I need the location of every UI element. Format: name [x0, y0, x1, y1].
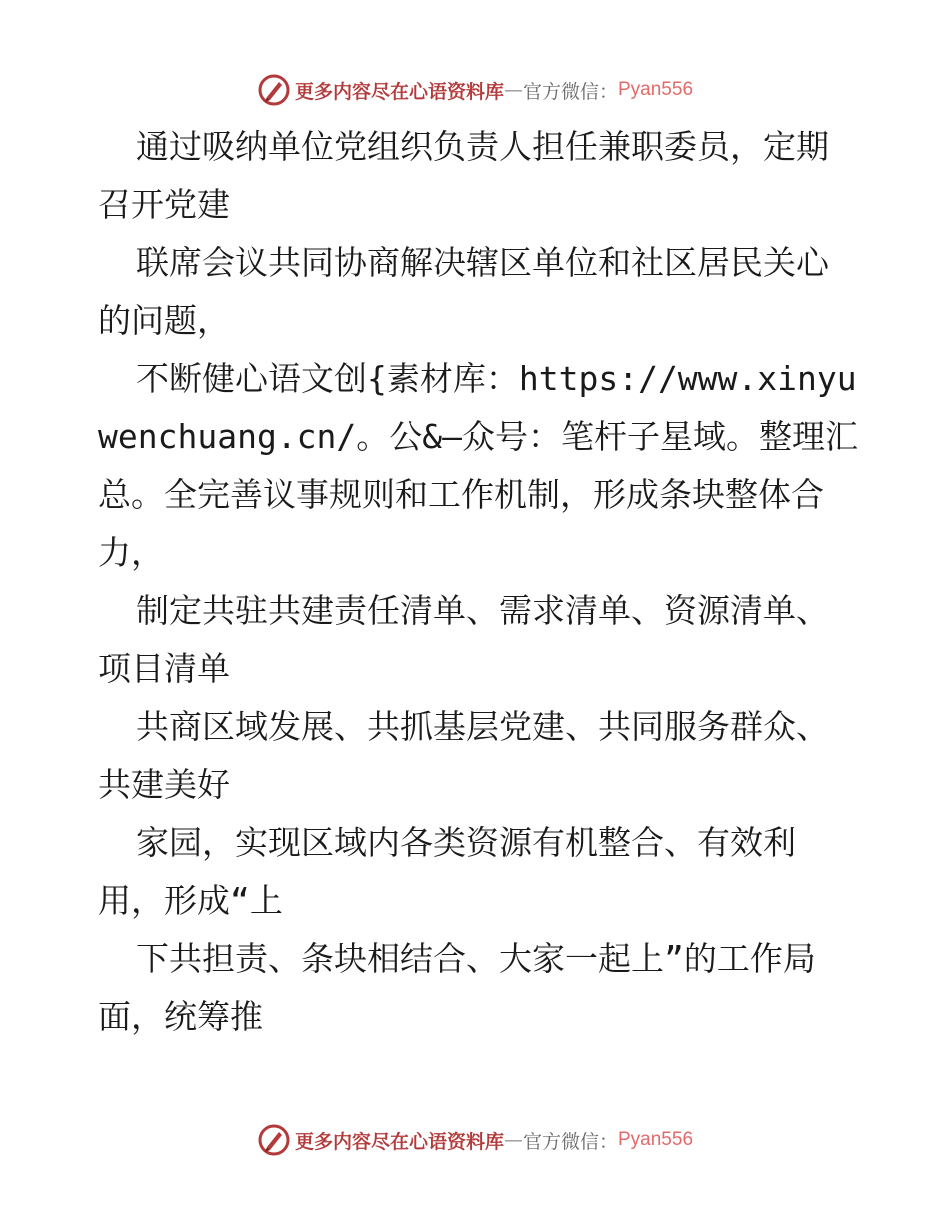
pen-logo-icon — [257, 73, 291, 107]
paragraph: 共商区域发展、共抓基层党建、共同服务群众、共建美好 — [98, 707, 829, 804]
footer-brand-text: 更多内容尽在心语资料库 — [294, 1130, 504, 1153]
pen-logo-icon — [257, 1123, 291, 1157]
paragraph: 不断健心语文创{素材库：https://www.xinyuwenchuang.cn/。公&—众号：笔杆子星域。整理汇总。全完善议事规则和工作机制，形成条块整体合力， — [98, 359, 859, 572]
document-body — [98, 118, 858, 1046]
paragraph: 通过吸纳单位党组织负责人担任兼职委员，定期召开党建 — [98, 127, 829, 224]
header-dash: — — [503, 79, 523, 101]
paragraph: 家园，实现区域内各类资源有机整合、有效利用，形成“上 — [98, 823, 796, 920]
header-banner — [0, 70, 950, 110]
footer-dash: — — [503, 1129, 523, 1151]
paragraph: 联席会议共同协商解决辖区单位和社区居民关心的问题， — [98, 243, 829, 340]
paragraph: 制定共驻共建责任清单、需求清单、资源清单、项目清单 — [98, 591, 829, 688]
footer-wechat-id: Pyan556 — [618, 1129, 694, 1150]
header-wechat-id: Pyan556 — [618, 79, 694, 100]
footer-official-label: 官方微信： — [522, 1130, 618, 1153]
header-official-label: 官方微信： — [522, 80, 618, 103]
header-brand-text: 更多内容尽在心语资料库 — [294, 80, 504, 103]
paragraph: 下共担责、条块相结合、大家一起上”的工作局面，统筹推 — [98, 939, 816, 1036]
footer-banner — [0, 1120, 950, 1160]
